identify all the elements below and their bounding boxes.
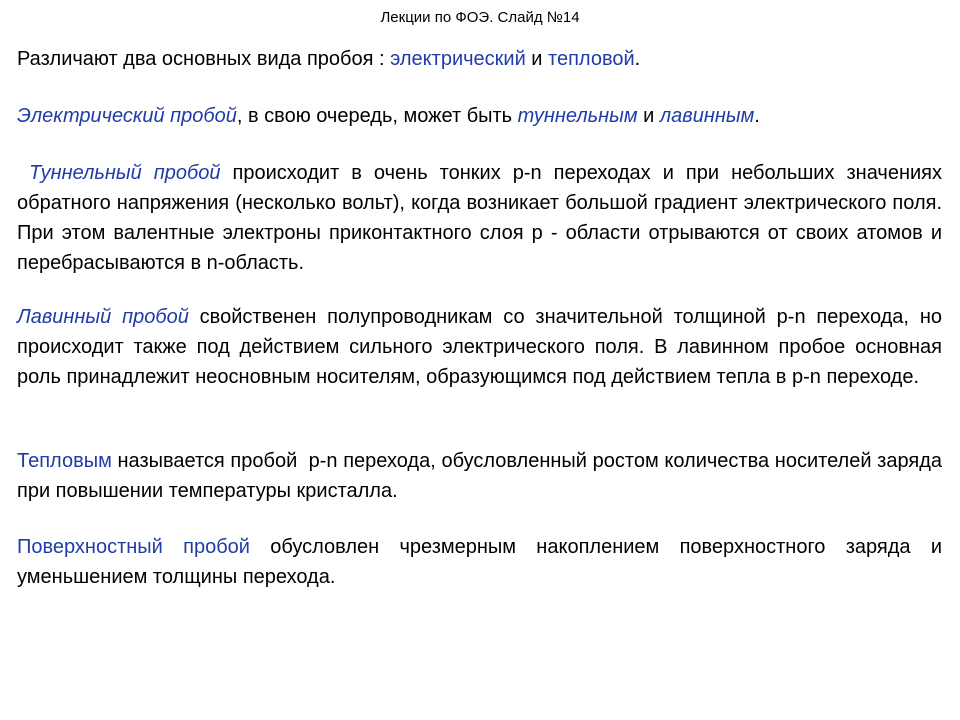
keyword-thermal: тепловой	[548, 48, 635, 70]
text-segment: называется пробой p-n перехода, обусловленный ростом количества носителей заряда при повышении температуры кристалла.	[17, 450, 948, 502]
slide-header: Лекции по ФОЭ. Слайд №14	[380, 9, 580, 26]
text-segment: свойственен полупроводникам со значительной толщиной p-n перехода, но происходит также под действием сильного электрического поля. В лавинном пробое основная роль принадлежит неосновным носителям, образующимся под действием тепла в p-n переходе.	[17, 306, 942, 388]
text-segment: .	[754, 105, 760, 127]
text-segment: Различают два основных вида пробоя :	[17, 48, 391, 70]
text-segment: , в свою очередь, может быть	[236, 105, 518, 127]
paragraph-surface-breakdown	[17, 532, 942, 592]
paragraph-breakdown-types	[17, 44, 942, 74]
paragraph-thermal-breakdown	[17, 446, 948, 506]
indent	[17, 162, 29, 184]
paragraph-electric-breakdown	[17, 101, 942, 131]
text-segment: происходит в очень тонких p-n переходах и при небольших значениях обратного напряжения (несколько вольт), когда возникает большой градиент электрического поля. При этом валентные электроны приконтактного слоя p - области отрываются от своих атомов и перебрасываются в n-область.	[17, 162, 942, 274]
paragraph-tunnel-breakdown	[17, 158, 942, 278]
keyword-tunnel-breakdown: Туннельный пробой	[29, 162, 221, 184]
keyword-surface-breakdown: Поверхностный пробой	[17, 536, 250, 558]
text-segment: и	[525, 48, 549, 70]
keyword-avalanche: лавинным	[659, 105, 755, 127]
keyword-electric: электрический	[390, 48, 526, 70]
text-segment: и	[637, 105, 660, 127]
keyword-tunnel: туннельным	[517, 105, 638, 127]
keyword-electric-breakdown: Электрический пробой	[17, 105, 237, 127]
keyword-avalanche-breakdown: Лавинный пробой	[17, 306, 189, 328]
paragraph-avalanche-breakdown	[17, 302, 942, 392]
text-segment: обусловлен чрезмерным накоплением поверхностного заряда и уменьшением толщины перехода.	[17, 536, 942, 588]
keyword-thermal-breakdown: Тепловым	[17, 450, 112, 472]
text-segment: .	[634, 48, 641, 70]
